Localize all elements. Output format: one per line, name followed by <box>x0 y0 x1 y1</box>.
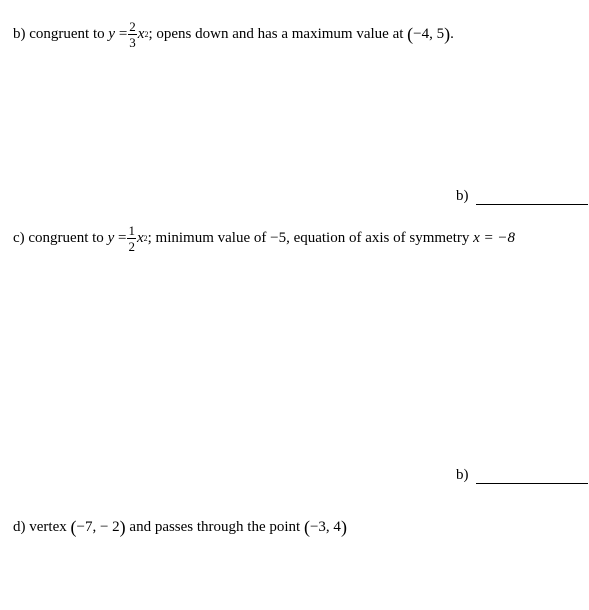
problem-d-middle: and passes through the point <box>125 519 304 535</box>
problem-b-point-open: ( <box>407 24 414 44</box>
problem-b-point-close: ) <box>444 24 451 44</box>
problem-c-variable: x <box>136 230 144 246</box>
problem-b-period: . <box>450 26 454 42</box>
problem-b-fraction-numerator: 2 <box>129 19 136 34</box>
answer-line-1 <box>456 188 588 205</box>
problem-c-fraction-numerator: 1 <box>128 223 135 238</box>
problem-b-label: b) congruent to <box>13 26 109 42</box>
problem-d-vertex-close: ) <box>119 517 126 537</box>
problem-d-vertex-open: ( <box>70 517 77 537</box>
problem-c-label: c) congruent to <box>13 230 108 246</box>
problem-c-equals: = <box>114 230 127 246</box>
problem-c-lhs: y <box>107 230 115 246</box>
problem-c-fraction-denominator: 2 <box>128 239 135 254</box>
problem-b <box>13 20 454 49</box>
problem-b-lhs: y <box>108 26 116 42</box>
problem-d-point-open: ( <box>303 517 310 537</box>
problem-d <box>13 517 347 538</box>
problem-d-point-close: ) <box>340 517 347 537</box>
problem-b-variable: x <box>137 26 145 42</box>
problem-d-label: d) vertex <box>13 519 71 535</box>
problem-b-fraction <box>128 20 137 49</box>
problem-b-fraction-denominator: 3 <box>129 35 136 50</box>
answer-blank-2[interactable] <box>476 469 588 484</box>
problem-d-vertex: −7, − 2 <box>76 519 120 535</box>
problem-b-description: ; opens down and has a maximum value at <box>148 26 408 42</box>
problem-d-point: −3, 4 <box>309 519 341 535</box>
answer-blank-1[interactable] <box>476 190 588 205</box>
problem-c-description: ; minimum value of −5, equation of axis of symmetry <box>147 230 474 246</box>
answer-line-2 <box>456 467 588 484</box>
problem-b-equals: = <box>115 26 128 42</box>
answer-line-1-label: b) <box>456 188 469 204</box>
problem-c-fraction <box>127 224 136 253</box>
problem-c-axis-equation: x = −8 <box>473 230 516 246</box>
problem-b-exponent: 2 <box>144 30 149 39</box>
answer-line-2-label: b) <box>456 467 469 483</box>
problem-b-point: −4, 5 <box>413 26 445 42</box>
problem-c <box>13 224 515 253</box>
problem-c-exponent: 2 <box>143 234 148 243</box>
